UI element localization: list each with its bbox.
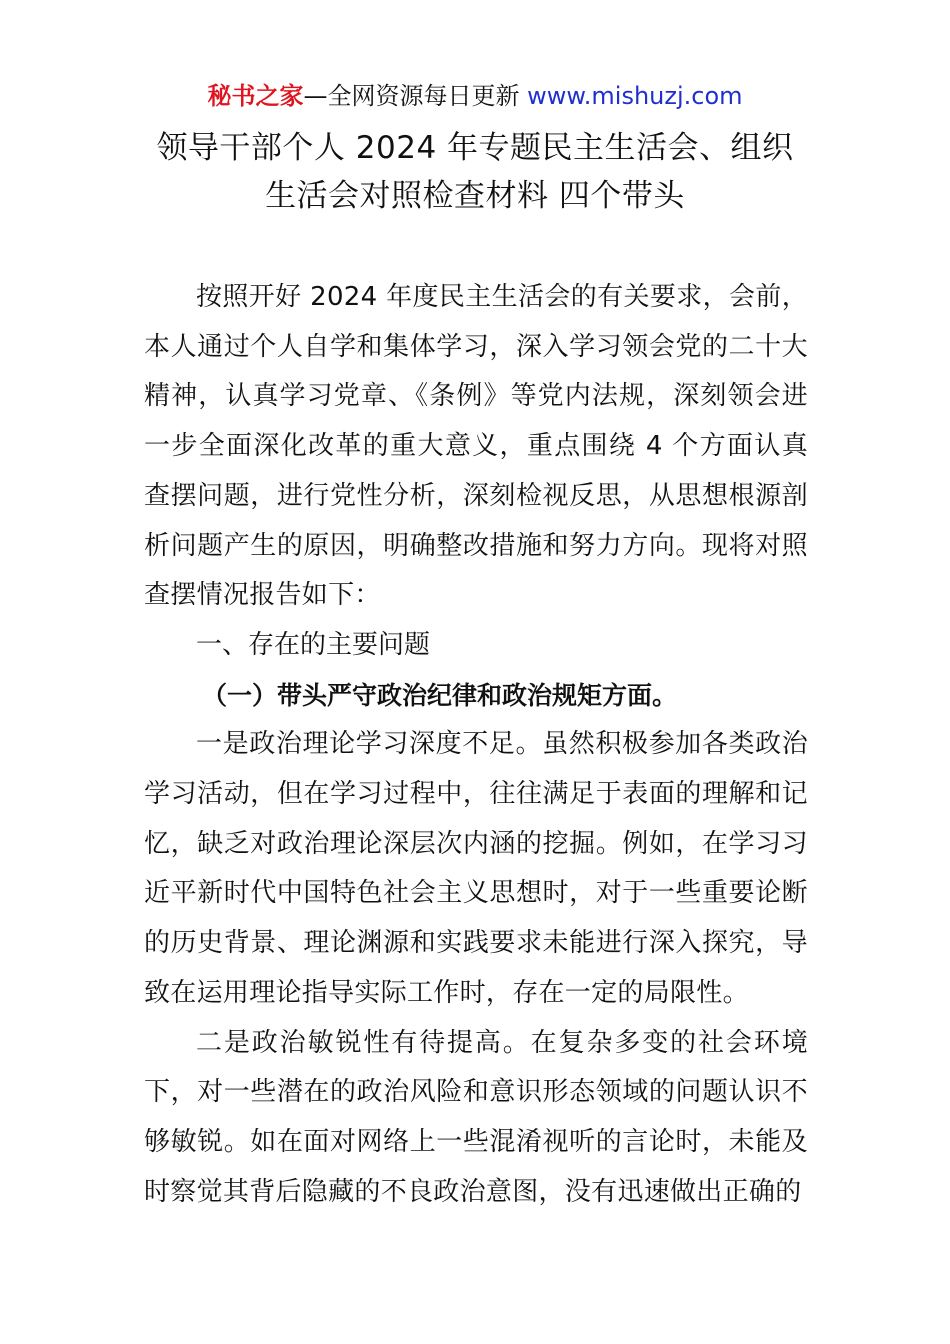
brand-name: 秘书之家 <box>207 82 304 110</box>
intro-paragraph: 按照开好 2024 年度民主生活会的有关要求，会前，本人通过个人自学和集体学习，深入学习领会党的二十大精神，认真学习党章、《条例》等党内法规，深刻领会进一步全面深化改革的重大意义，重点围绕 4 个方面认真查摆问题，进行党性分析，深刻检视反思，从思想根源剖析问题产生的原因，明确整改措施和努力方向。现将对照查摆情况报告如下： <box>144 282 808 611</box>
document-title-line-1: 领导干部个人 2024 年专题民主生活会、组织 <box>156 130 794 166</box>
document-body <box>144 273 808 1217</box>
site-header <box>0 80 950 112</box>
point-paragraph-1: 一是政治理论学习深度不足。虽然积极参加各类政治学习活动，但在学习过程中，往往满足于表面的理解和记忆，缺乏对政治理论深层次内涵的挖掘。例如，在学习习近平新时代中国特色社会主义思想时，对于一些重要论断的历史背景、理论渊源和实践要求未能进行深入探究，导致在运用理论指导实际工作时，存在一定的局限性。 <box>144 729 808 1008</box>
point-paragraph-2: 二是政治敏锐性有待提高。在复杂多变的社会环境下，对一些潜在的政治风险和意识形态领域的问题认识不够敏锐。如在面对网络上一些混淆视听的言论时，未能及时察觉其背后隐藏的不良政治意图，没有迅速做出正确的 <box>144 1027 808 1207</box>
subsection-heading: （一）带头严守政治纪律和政治规矩方面。 <box>202 680 678 710</box>
section-heading: 一、存在的主要问题 <box>196 629 431 660</box>
header-slogan: —全网资源每日更新 <box>303 82 528 110</box>
site-url-link[interactable]: www.mishuzj.com <box>527 82 743 110</box>
document-title-line-2: 生活会对照检查材料 四个带头 <box>265 178 685 214</box>
